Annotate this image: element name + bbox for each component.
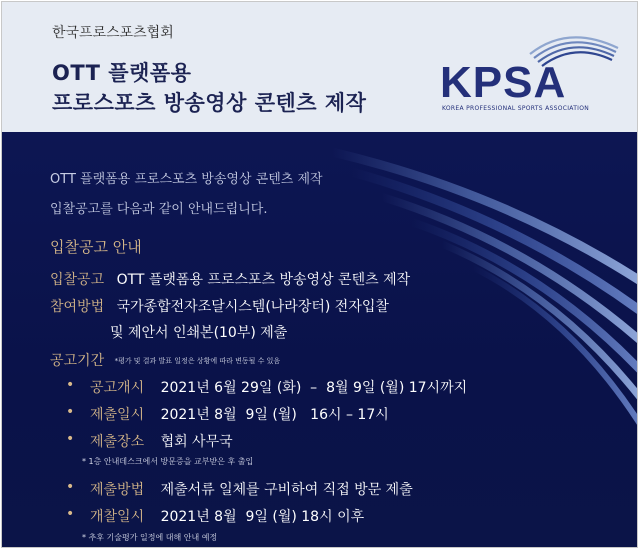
method-value-line-1: 국가종합전자조달시스템(나라장터) 전자입찰 — [116, 299, 389, 315]
title-line-1: OTT 플랫폼용 — [52, 61, 192, 85]
title-line-2: 프로스포츠 방송영상 콘텐츠 제작 — [52, 91, 367, 115]
list-item — [90, 479, 413, 499]
item-value: 협회 사무국 — [160, 434, 233, 450]
bullet-icon: • — [66, 377, 75, 393]
item-label: 개찰일시 — [90, 509, 145, 525]
period-label: 공고기간 — [50, 353, 105, 369]
list-item — [90, 377, 467, 397]
evaluation-note: * 추후 기술평가 일정에 대해 안내 예정 — [82, 533, 218, 542]
method-label: 참여방법 — [50, 299, 105, 315]
item-value: 2021년 6월 29일 (화) – 8월 9일 (월) 17시까지 — [160, 380, 468, 396]
method-row — [50, 296, 389, 316]
notice-body — [2, 132, 638, 548]
item-value: 제출서류 일체를 구비하여 직접 방문 제출 — [160, 482, 413, 498]
item-label: 제출일시 — [90, 407, 145, 423]
item-label: 공고개시 — [90, 380, 145, 396]
item-value: 2021년 8월 9일 (월) 16시 – 17시 — [160, 407, 389, 423]
bullet-icon: • — [66, 479, 75, 495]
list-item — [90, 404, 389, 424]
item-label: 제출방법 — [90, 482, 145, 498]
period-note: *평가 및 결과 발표 일정은 상황에 따라 변동될 수 있음 — [114, 357, 281, 365]
organization-name: 한국프로스포츠협회 — [52, 25, 174, 41]
bid-row — [50, 269, 410, 289]
header — [2, 2, 638, 132]
bullet-icon: • — [66, 431, 75, 447]
bullet-icon: • — [66, 506, 75, 522]
bullet-icon: • — [66, 404, 75, 420]
list-item — [90, 431, 233, 451]
method-value-line-2: 및 제안서 인쇄본(10부) 제출 — [110, 325, 288, 341]
bid-label: 입찰공고 — [50, 272, 105, 288]
period-row — [50, 350, 280, 370]
logo-subtitle: KOREA PROFESSIONAL SPORTS ASSOCIATION — [442, 105, 590, 112]
item-label: 제출장소 — [90, 434, 145, 450]
list-item — [90, 506, 364, 526]
place-note: * 1층 안내데스크에서 방문증을 교부받은 후 출입 — [82, 457, 254, 466]
intro-line-2: 입찰공고를 다음과 같이 안내드립니다. — [50, 202, 268, 217]
intro-line-1: OTT 플랫폼용 프로스포츠 방송영상 콘텐츠 제작 — [50, 172, 323, 187]
poster — [1, 1, 638, 548]
logo-text: KPSA — [440, 58, 567, 107]
kpsa-logo — [440, 30, 620, 120]
bid-value: OTT 플랫폼용 프로스포츠 방송영상 콘텐츠 제작 — [116, 272, 411, 288]
section-heading: 입찰공고 안내 — [50, 238, 142, 256]
item-value: 2021년 8월 9일 (월) 18시 이후 — [160, 509, 365, 525]
